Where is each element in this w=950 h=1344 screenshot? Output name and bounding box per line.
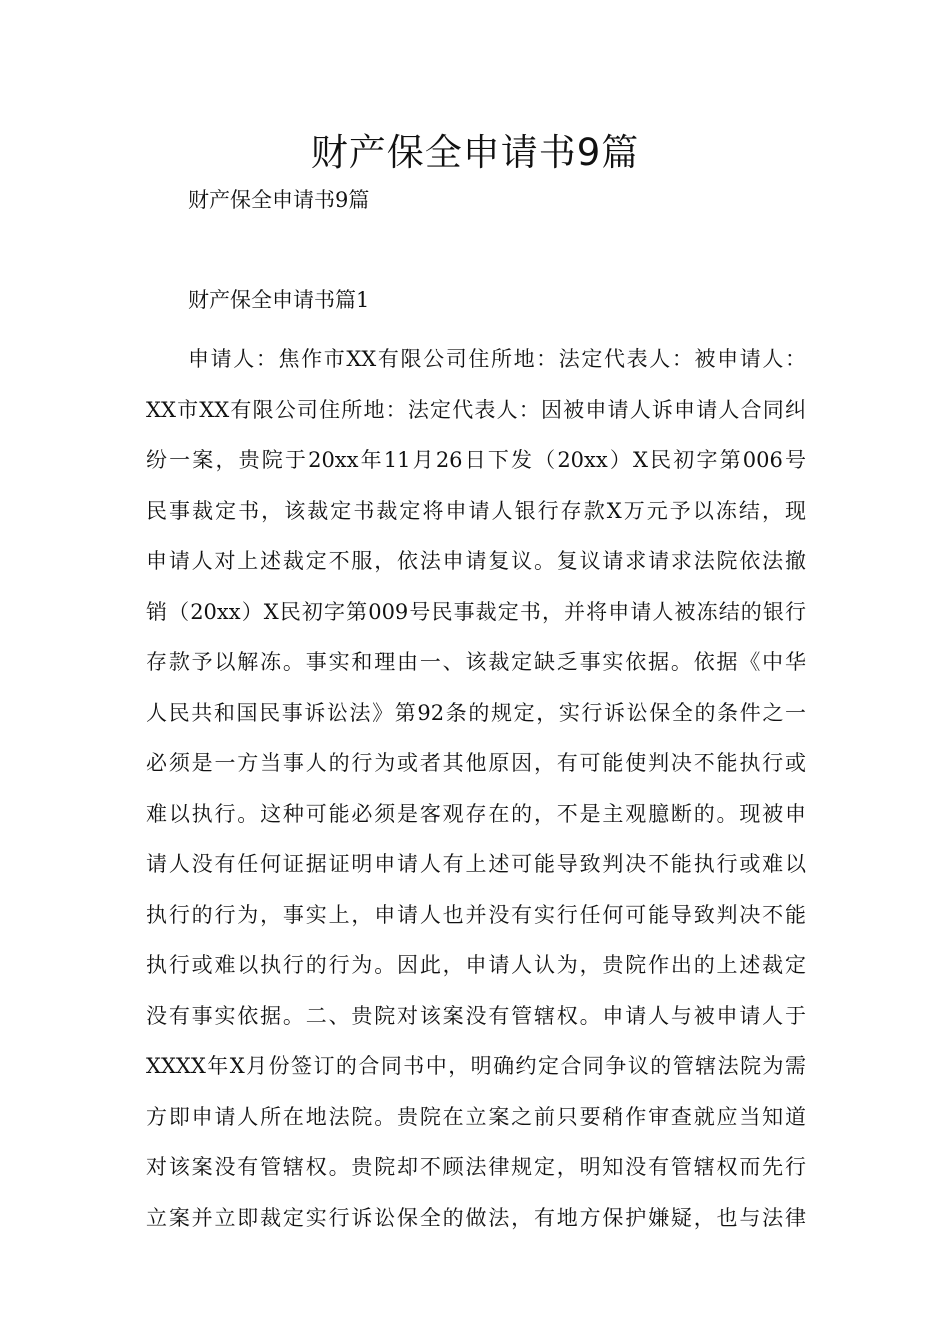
paragraph-line: 对该案没有管辖权。贵院却不顾法律规定，明知没有管辖权而先行: [146, 1155, 806, 1179]
paragraph-line: 立案并立即裁定实行诉讼保全的做法，有地方保护嫌疑，也与法律: [146, 1205, 806, 1230]
paragraph-line: 执行或难以执行的行为。因此，申请人认为，贵院作出的上述裁定: [146, 953, 806, 977]
paragraph-line: 方即申请人所在地法院。贵院在立案之前只要稍作审查就应当知道: [146, 1104, 806, 1129]
paragraph-line: 必须是一方当事人的行为或者其他原因，有可能使判决不能执行或: [146, 751, 806, 775]
paragraph-line: XXXX年X月份签订的合同书中，明确约定合同争议的管辖法院为需: [146, 1054, 806, 1078]
paragraph-line: 请人没有任何证据证明申请人有上述可能导致判决不能执行或难以: [146, 852, 806, 876]
paragraph-line: 没有事实依据。二、贵院对该案没有管辖权。申请人与被申请人于: [146, 1003, 806, 1028]
paragraph-line: 人民共和国民事诉讼法》第92条的规定，实行诉讼保全的条件之一: [146, 700, 806, 725]
paragraph-line: 存款予以解冻。事实和理由一、该裁定缺乏事实依据。依据《中华: [146, 650, 806, 674]
paragraph-line: 执行的行为，事实上，申请人也并没有实行任何可能导致判决不能: [146, 902, 806, 927]
document-title: 财产保全申请书9篇: [310, 131, 640, 174]
paragraph-line: XX市XX有限公司住所地：法定代表人：因被申请人诉申请人合同纠: [146, 397, 806, 422]
document-subtitle: 财产保全申请书9篇: [188, 188, 370, 212]
paragraph-line: 申请人对上述裁定不服，依法申请复议。复议请求请求法院依法撤: [146, 549, 806, 573]
paragraph-line: 民事裁定书，该裁定书裁定将申请人银行存款X万元予以冻结，现: [146, 498, 806, 523]
section-heading: 财产保全申请书篇1: [188, 288, 370, 312]
paragraph-line: 难以执行。这种可能必须是客观存在的，不是主观臆断的。现被申: [146, 801, 806, 826]
body-paragraph: [146, 334, 806, 1243]
paragraph-line: 申请人：焦作市XX有限公司住所地：法定代表人：被申请人：: [188, 347, 806, 371]
paragraph-line: 销（20xx）X民初字第009号民事裁定书，并将申请人被冻结的银行: [146, 599, 806, 624]
paragraph-line: 纷一案，贵院于20xx年11月26日下发（20xx）X民初字第006号: [146, 448, 806, 472]
